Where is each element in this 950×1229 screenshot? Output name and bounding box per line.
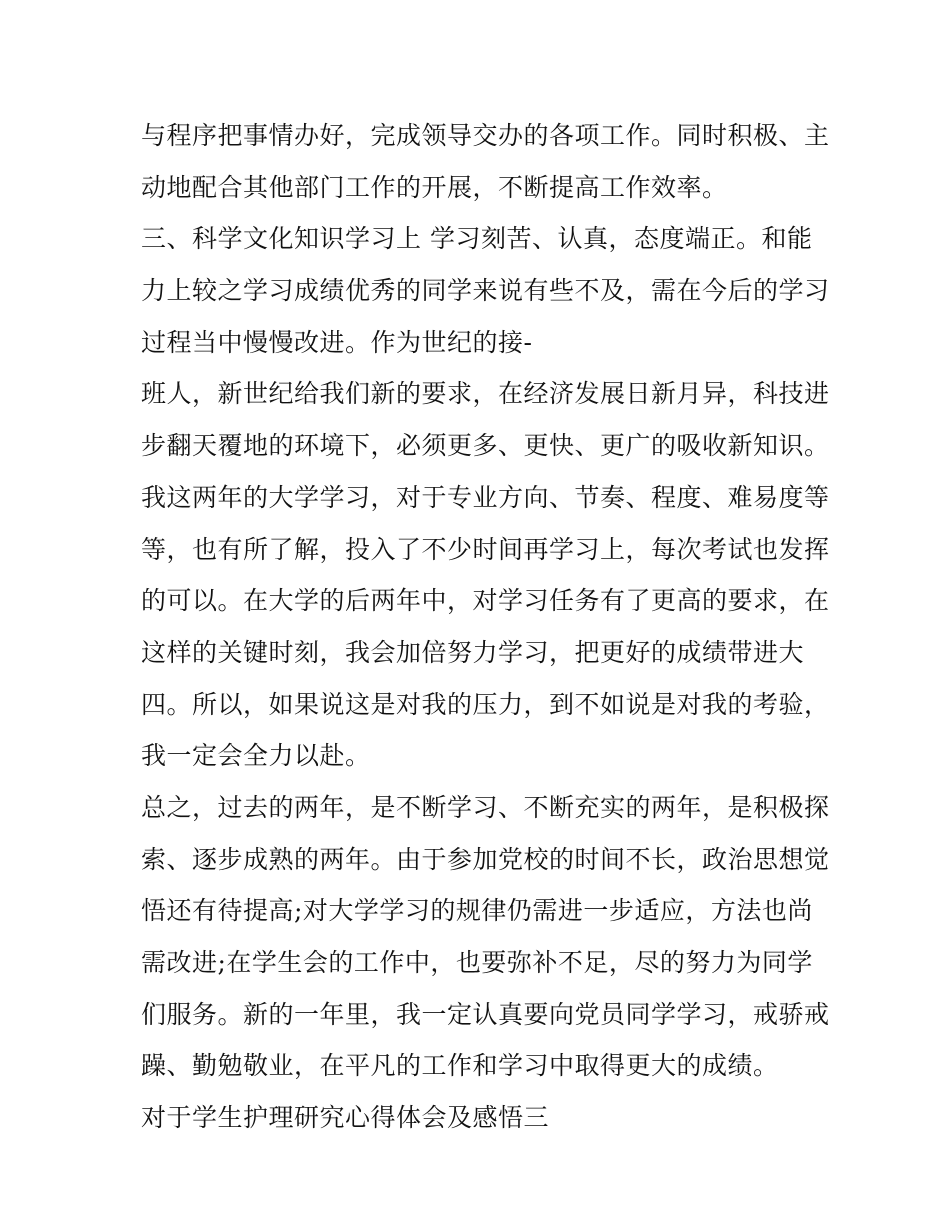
text-line: 这样的关键时刻，我会加倍努力学习，把更好的成绩带进大 [141,637,805,667]
text-line: 总之，过去的两年，是不断学习、不断充实的两年，是积极探 [141,792,830,822]
text-line: 过程当中慢慢改进。作为世纪的接- [141,327,533,357]
text-line: 需改进;在学生会的工作中，也要弥补不足，尽的努力为同学 [141,948,813,977]
text-line: 四。所以，如果说这是对我的压力，到不如说是对我的考验， [141,689,830,719]
document-body [141,110,830,1144]
text-line: 力上较之学习成绩优秀的同学来说有些不及，需在今后的学习 [141,276,830,306]
text-line: 我一定会全力以赴。 [141,741,371,771]
text-line: 与程序把事情办好，完成领导交办的各项工作。同时积极、主 [141,121,830,150]
text-line: 我这两年的大学学习，对于专业方向、节奏、程度、难易度等 [141,482,830,512]
text-line: 三、科学文化知识学习上 学习刻苦、认真，态度端正。和能 [141,224,813,254]
section-heading: 对于学生护理研究心得体会及感悟三 [141,1103,550,1133]
text-line: 步翻天覆地的环境下，必须更多、更快、更广的吸收新知识。 [141,431,830,461]
text-line: 索、逐步成熟的两年。由于参加党校的时间不长，政治思想觉 [141,844,830,874]
text-line: 动地配合其他部门工作的开展，不断提高工作效率。 [141,172,728,202]
text-line: 悟还有待提高;对大学学习的规律仍需进一步适应，方法也尚 [141,896,813,926]
text-line: 等，也有所了解，投入了不少时间再学习上，每次考试也发挥 [141,534,830,564]
text-line: 班人，新世纪给我们新的要求，在经济发展日新月异，科技进 [141,379,830,409]
text-line: 的可以。在大学的后两年中，对学习任务有了更高的要求，在 [141,586,830,616]
text-line: 们服务。新的一年里，我一定认真要向党员同学学习，戒骄戒 [141,999,830,1029]
text-line: 躁、勤勉敬业，在平凡的工作和学习中取得更大的成绩。 [141,1051,779,1081]
